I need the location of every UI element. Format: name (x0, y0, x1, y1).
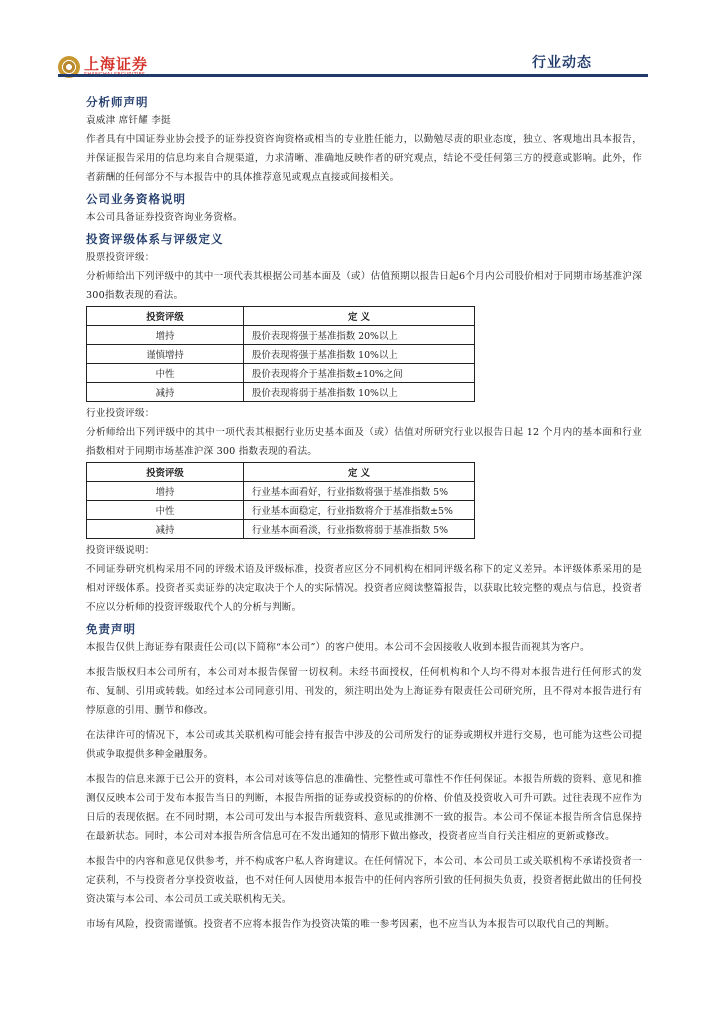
rating-definition: 股价表现将强于基准指数 10%以上 (244, 345, 475, 364)
disclaimer-paragraph: 市场有风险，投资需谨慎。投资者不应将本报告作为投资决策的唯一参考因素，也不应当认为本报告可以取代自己的判断。 (86, 919, 615, 930)
rating-name: 谨慎增持 (87, 345, 244, 364)
header-divider (58, 74, 648, 77)
industry-rating-label: 行业投资评级： (86, 408, 155, 419)
rating-name: 减持 (87, 383, 244, 402)
stock-rating-label: 股票投资评级： (86, 252, 155, 263)
table-row (87, 520, 475, 539)
rating-definition: 行业基本面看淡，行业指数将弱于基准指数 5% (244, 520, 475, 539)
table-row (87, 482, 475, 501)
rating-name: 减持 (87, 520, 244, 539)
rating-definition: 股价表现将介于基准指数±10%之间 (244, 364, 475, 383)
disclaimer-paragraph: 在法律许可的情况下，本公司或其关联机构可能会持有报告中涉及的公司所发行的证券或期权并进行交易，也可能为这些公司提供或争取提供多种金融服务。 (86, 730, 642, 760)
disclaimer-heading: 免责声明 (86, 622, 136, 636)
rating-definition: 行业基本面稳定，行业指数将介于基准指数±5% (244, 501, 475, 520)
rating-name: 中性 (87, 501, 244, 520)
rating-name: 增持 (87, 326, 244, 345)
industry-rating-table (86, 462, 475, 539)
table-header-cell: 定 义 (244, 463, 475, 482)
rating-definition: 股价表现将弱于基准指数 10%以上 (244, 383, 475, 402)
industry-rating-desc: 分析师给出下列评级中的其中一项代表其根据行业历史基本面及（或）估值对所研究行业以报告日起 12 个月内的基本面和行业指数相对于同期市场基准沪深 300 指数表现的看法。 (86, 427, 642, 457)
table-header-cell: 投资评级 (87, 463, 244, 482)
rating-definition: 股价表现将强于基准指数 20%以上 (244, 326, 475, 345)
rating-note-label: 投资评级说明： (86, 545, 155, 556)
table-row (87, 345, 475, 364)
disclaimer-paragraph: 本报告仅供上海证券有限责任公司(以下简称“本公司”）的客户使用。本公司不会因接收人收到本报告而视其为客户。 (86, 642, 590, 653)
table-row (87, 383, 475, 402)
disclaimer-paragraph: 本报告中的内容和意见仅供参考，并不构成客户私人咨询建议。在任何情况下，本公司、本公司员工或关联机构不承诺投资者一定获利，不与投资者分享投资收益，也不对任何人因使用本报告中的任何内容所引致的任何损失负责，投资者据此做出的任何投资决策与本公司、本公司员工或关联机构无关。 (86, 856, 642, 905)
section-title: 行业动态 (532, 55, 592, 71)
logo-chinese-name: 上海证券 (84, 54, 149, 73)
table-header-cell: 投资评级 (87, 307, 244, 326)
rating-name: 增持 (87, 482, 244, 501)
table-row (87, 501, 475, 520)
page-content (86, 94, 642, 934)
qualification-text: 本公司具备证券投资咨询业务资格。 (86, 212, 243, 223)
rating-name: 中性 (87, 364, 244, 383)
analyst-statement: 作者具有中国证券业协会授予的证券投资咨询资格或相当的专业胜任能力，以勤勉尽责的职业态度，独立、客观地出具本报告，并保证报告采用的信息均来自合规渠道，力求清晰、准确地反映作者的研究观点，结论不受任何第三方的授意或影响。此外，作者薪酬的任何部分不与本报告中的具体推荐意见或观点直接或间接相关。 (86, 134, 642, 183)
stock-rating-table (86, 306, 475, 402)
disclaimer-paragraph: 本报告版权归本公司所有，本公司对本报告保留一切权利。未经书面授权，任何机构和个人均不得对本报告进行任何形式的发布、复制、引用或转载。如经过本公司同意引用、刊发的，须注明出处为上海证券有限责任公司研究所，且不得对本报告进行有悖原意的引用、删节和修改。 (86, 667, 642, 716)
stock-rating-desc: 分析师给出下列评级中的其中一项代表其根据公司基本面及（或）估值预期以报告日起6个月内公司股价相对于同期市场基准沪深300指数表现的看法。 (86, 271, 642, 301)
rating-heading: 投资评级体系与评级定义 (86, 232, 224, 246)
rating-note-text: 不同证券研究机构采用不同的评级术语及评级标准，投资者应区分不同机构在相同评级名称下的定义差异。本评级体系采用的是相对评级体系。投资者买卖证券的决定取决于个人的实际情况。投资者应阅读整篇报告，以获取比较完整的观点与信息，投资者不应以分析师的投资评级取代个人的分析与判断。 (86, 564, 642, 613)
qualification-heading: 公司业务资格说明 (86, 192, 186, 206)
table-row (87, 364, 475, 383)
table-header-row (87, 463, 475, 482)
table-header-cell: 定 义 (244, 307, 475, 326)
page-header (58, 50, 648, 80)
analyst-heading: 分析师声明 (86, 95, 149, 109)
table-header-row (87, 307, 475, 326)
table-row (87, 326, 475, 345)
analyst-names: 袁威津 席钎耀 李挺 (86, 115, 171, 126)
rating-definition: 行业基本面看好，行业指数将强于基准指数 5% (244, 482, 475, 501)
disclaimer-paragraph: 本报告的信息来源于已公开的资料，本公司对该等信息的准确性、完整性或可靠性不作任何保证。本报告所载的资料、意见和推测仅反映本公司于发布本报告当日的判断，本报告所指的证券或投资标的的价格、价值及投资收入可升可跌。过往表现不应作为日后的表现依据。在不同时期，本公司可发出与本报告所载资料、意见或推测不一致的报告。本公司不保证本报告所含信息保持在最新状态。同时，本公司对本报告所含信息可在不发出通知的情形下做出修改，投资者应当自行关注相应的更新或修改。 (86, 774, 642, 842)
